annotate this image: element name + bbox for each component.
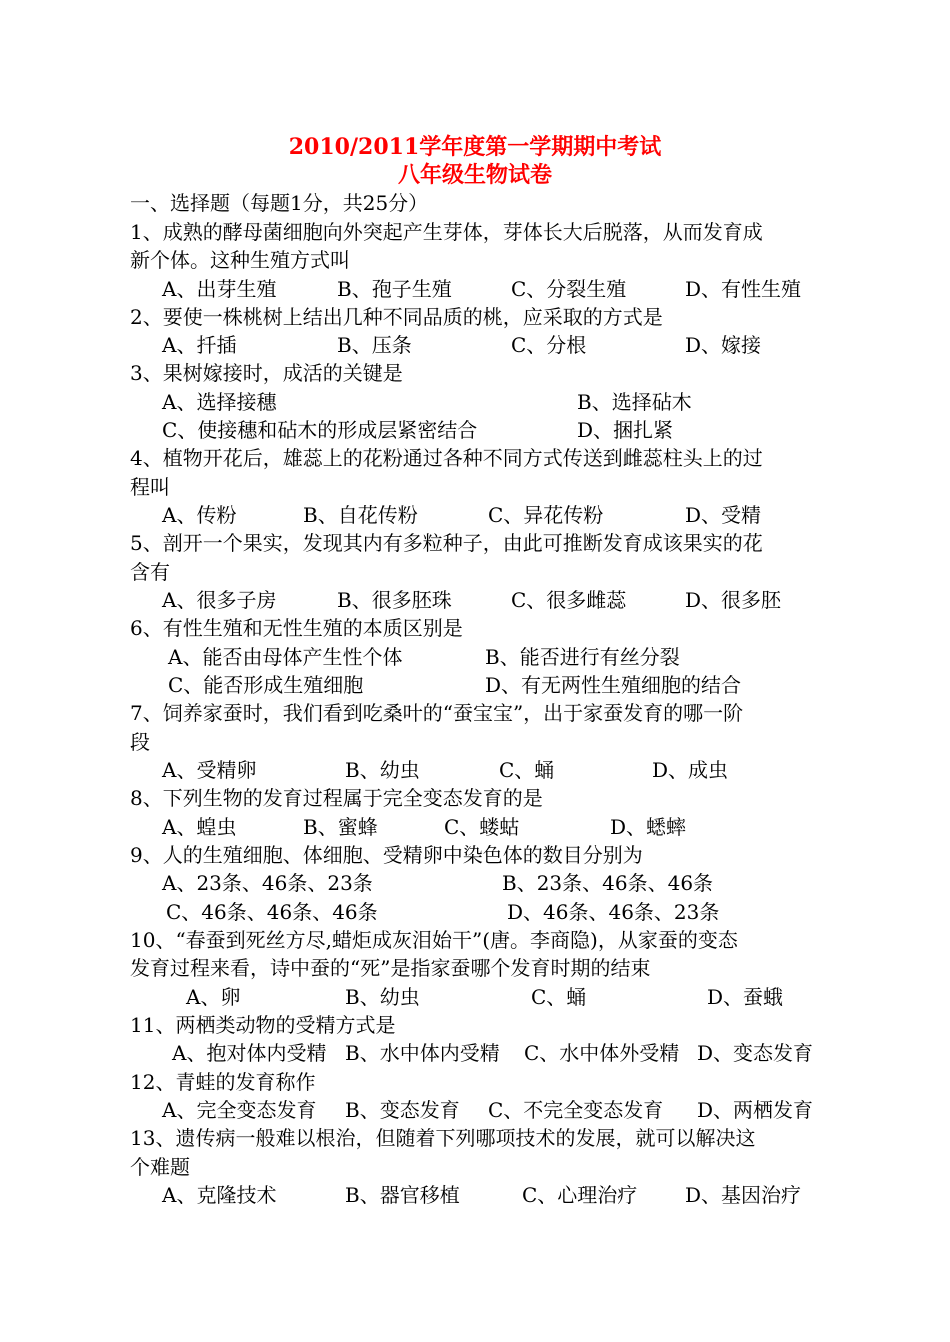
question-text: 新个体。这种生殖方式叫 xyxy=(130,248,350,272)
option-d: D、嫁接 xyxy=(685,333,762,357)
option-c: C、使接穗和砧木的形成层紧密结合 xyxy=(162,418,478,442)
option-b: B、孢子生殖 xyxy=(337,277,452,301)
option-d: D、有无两性生殖细胞的结合 xyxy=(485,673,742,697)
option-c: C、异花传粉 xyxy=(488,503,604,527)
option-a: A、蝗虫 xyxy=(162,815,237,839)
option-b: B、很多胚珠 xyxy=(337,588,452,612)
option-b: B、水中体内受精 xyxy=(345,1041,500,1065)
option-a: A、克隆技术 xyxy=(162,1183,277,1207)
option-d: D、有性生殖 xyxy=(685,277,802,301)
option-d: D、基因治疗 xyxy=(685,1183,802,1207)
option-b: B、选择砧木 xyxy=(577,390,692,414)
option-d: D、变态发育 xyxy=(697,1041,814,1065)
option-d: D、蟋蟀 xyxy=(610,815,687,839)
option-c: C、蛹 xyxy=(499,758,555,782)
question-text: 3、果树嫁接时，成活的关键是 xyxy=(130,361,403,385)
option-b: B、压条 xyxy=(337,333,412,357)
option-b: B、能否进行有丝分裂 xyxy=(485,645,680,669)
option-b: B、自花传粉 xyxy=(303,503,418,527)
option-a: A、传粉 xyxy=(162,503,237,527)
question-text: 7、饲养家蚕时，我们看到吃桑叶的“蚕宝宝”，出于家蚕发育的哪一阶 xyxy=(130,701,744,725)
option-c: C、水中体外受精 xyxy=(524,1041,680,1065)
question-text: 6、有性生殖和无性生殖的本质区别是 xyxy=(130,616,463,640)
option-c: C、不完全变态发育 xyxy=(488,1098,664,1122)
option-d: D、两栖发育 xyxy=(697,1098,814,1122)
question-text: 11、两栖类动物的受精方式是 xyxy=(130,1013,396,1037)
question-text: 程叫 xyxy=(130,475,170,499)
option-d: D、受精 xyxy=(685,503,762,527)
option-b: B、幼虫 xyxy=(345,985,420,1009)
section-heading: 一、选择题（每题1分，共25分） xyxy=(130,191,429,215)
option-c: C、心理治疗 xyxy=(522,1183,638,1207)
option-c: C、46条、46条、46条 xyxy=(166,900,378,924)
option-a: A、能否由母体产生性个体 xyxy=(168,645,403,669)
option-d: D、很多胚 xyxy=(685,588,782,612)
option-b: B、变态发育 xyxy=(345,1098,460,1122)
option-d: D、46条、46条、23条 xyxy=(507,900,720,924)
option-d: D、蚕蛾 xyxy=(707,985,784,1009)
question-text: 发育过程来看，诗中蚕的“死”是指家蚕哪个发育时期的结束 xyxy=(130,956,651,980)
option-c: C、能否形成生殖细胞 xyxy=(168,673,364,697)
question-text: 9、人的生殖细胞、体细胞、受精卵中染色体的数目分别为 xyxy=(130,843,643,867)
question-text: 2、要使一株桃树上结出几种不同品质的桃，应采取的方式是 xyxy=(130,305,663,329)
exam-subtitle: 八年级生物试卷 xyxy=(397,162,552,188)
question-text: 10、“春蚕到死丝方尽,蜡炬成灰泪始干”(唐。李商隐)，从家蚕的变态 xyxy=(130,928,738,952)
question-text: 5、剖开一个果实，发现其内有多粒种子，由此可推断发育成该果实的花 xyxy=(130,531,763,555)
option-b: B、幼虫 xyxy=(345,758,420,782)
option-c: C、很多雌蕊 xyxy=(511,588,627,612)
exam-title: 2010/2011学年度第一学期期中考试 xyxy=(288,134,662,160)
option-a: A、卵 xyxy=(186,985,241,1009)
option-c: C、蝼蛄 xyxy=(444,815,520,839)
option-a: A、完全变态发育 xyxy=(162,1098,317,1122)
question-text: 段 xyxy=(130,730,150,754)
option-a: A、扦插 xyxy=(162,333,237,357)
question-text: 13、遗传病一般难以根治，但随着下列哪项技术的发展，就可以解决这 xyxy=(130,1126,756,1150)
option-a: A、选择接穗 xyxy=(162,390,277,414)
question-text: 含有 xyxy=(130,560,170,584)
option-b: B、23条、46条、46条 xyxy=(502,871,714,895)
question-text: 个难题 xyxy=(130,1155,190,1179)
option-b: B、器官移植 xyxy=(345,1183,460,1207)
option-b: B、蜜蜂 xyxy=(303,815,378,839)
question-text: 4、植物开花后，雄蕊上的花粉通过各种不同方式传送到雌蕊柱头上的过 xyxy=(130,446,763,470)
question-text: 1、成熟的酵母菌细胞向外突起产生芽体，芽体长大后脱落，从而发育成 xyxy=(130,220,763,244)
option-c: C、分裂生殖 xyxy=(511,277,627,301)
option-a: A、出芽生殖 xyxy=(162,277,277,301)
option-d: D、成虫 xyxy=(652,758,729,782)
option-a: A、抱对体内受精 xyxy=(172,1041,327,1065)
option-c: C、分根 xyxy=(511,333,587,357)
option-a: A、23条、46条、23条 xyxy=(162,871,373,895)
question-text: 12、青蛙的发育称作 xyxy=(130,1070,316,1094)
option-c: C、蛹 xyxy=(531,985,587,1009)
question-text: 8、下列生物的发育过程属于完全变态发育的是 xyxy=(130,786,543,810)
option-a: A、很多子房 xyxy=(162,588,277,612)
option-a: A、受精卵 xyxy=(162,758,257,782)
option-d: D、捆扎紧 xyxy=(577,418,674,442)
